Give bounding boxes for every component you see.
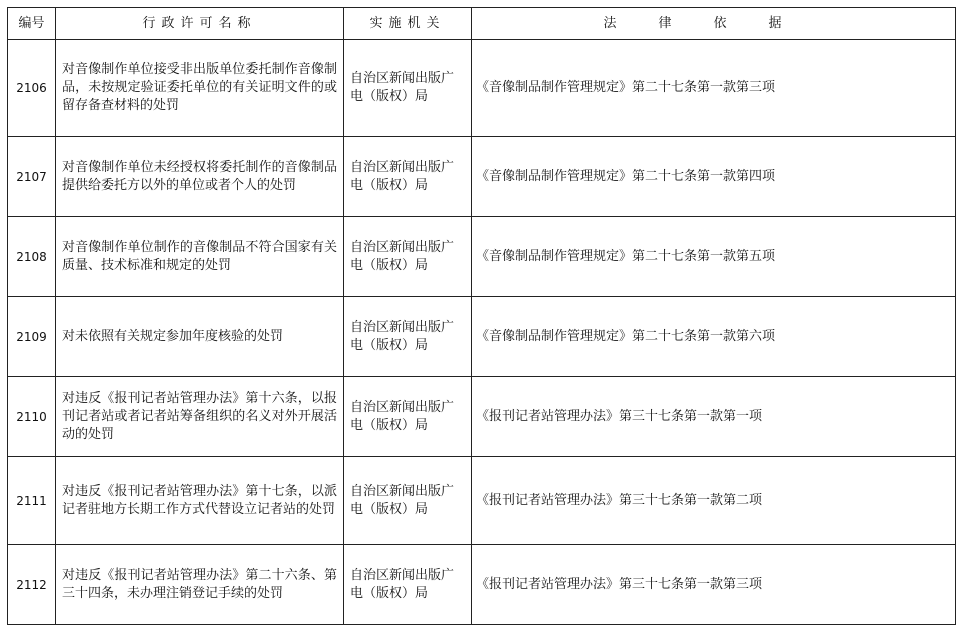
row-organization: 自治区新闻出版广电（版权）局 xyxy=(344,297,472,377)
table-row xyxy=(8,297,956,377)
row-organization: 自治区新闻出版广电（版权）局 xyxy=(344,217,472,297)
row-legal-basis: 《音像制品制作管理规定》第二十七条第一款第六项 xyxy=(472,297,956,377)
row-legal-basis: 《报刊记者站管理办法》第三十七条第一款第二项 xyxy=(472,457,956,545)
table-row xyxy=(8,377,956,457)
penalty-table xyxy=(7,7,956,625)
header-name: 行政许可名称 xyxy=(56,8,344,40)
row-item-name: 对音像制作单位未经授权将委托制作的音像制品提供给委托方以外的单位或者个人的处罚 xyxy=(56,137,344,217)
header-org: 实施机关 xyxy=(344,8,472,40)
row-number: 2110 xyxy=(8,377,56,457)
row-organization: 自治区新闻出版广电（版权）局 xyxy=(344,137,472,217)
row-legal-basis: 《报刊记者站管理办法》第三十七条第一款第一项 xyxy=(472,377,956,457)
table-row xyxy=(8,457,956,545)
row-legal-basis: 《音像制品制作管理规定》第二十七条第一款第五项 xyxy=(472,217,956,297)
row-item-name: 对违反《报刊记者站管理办法》第二十六条、第三十四条，未办理注销登记手续的处罚 xyxy=(56,545,344,625)
row-organization: 自治区新闻出版广电（版权）局 xyxy=(344,377,472,457)
header-law: 法律依据 xyxy=(472,8,956,40)
row-organization: 自治区新闻出版广电（版权）局 xyxy=(344,545,472,625)
table-row xyxy=(8,545,956,625)
row-item-name: 对音像制作单位制作的音像制品不符合国家有关质量、技术标准和规定的处罚 xyxy=(56,217,344,297)
row-number: 2106 xyxy=(8,40,56,137)
table-header-row xyxy=(8,8,956,40)
row-item-name: 对未依照有关规定参加年度核验的处罚 xyxy=(56,297,344,377)
table-row xyxy=(8,137,956,217)
row-legal-basis: 《报刊记者站管理办法》第三十七条第一款第三项 xyxy=(472,545,956,625)
row-legal-basis: 《音像制品制作管理规定》第二十七条第一款第三项 xyxy=(472,40,956,137)
row-item-name: 对音像制作单位接受非出版单位委托制作音像制品，未按规定验证委托单位的有关证明文件的或留存备查材料的处罚 xyxy=(56,40,344,137)
row-item-name: 对违反《报刊记者站管理办法》第十七条，以派记者驻地方长期工作方式代替设立记者站的处罚 xyxy=(56,457,344,545)
header-no: 编号 xyxy=(8,8,56,40)
row-number: 2112 xyxy=(8,545,56,625)
row-number: 2111 xyxy=(8,457,56,545)
table-row xyxy=(8,40,956,137)
row-number: 2109 xyxy=(8,297,56,377)
row-organization: 自治区新闻出版广电（版权）局 xyxy=(344,457,472,545)
row-organization: 自治区新闻出版广电（版权）局 xyxy=(344,40,472,137)
row-legal-basis: 《音像制品制作管理规定》第二十七条第一款第四项 xyxy=(472,137,956,217)
table-row xyxy=(8,217,956,297)
row-item-name: 对违反《报刊记者站管理办法》第十六条，以报刊记者站或者记者站筹备组织的名义对外开展活动的处罚 xyxy=(56,377,344,457)
row-number: 2107 xyxy=(8,137,56,217)
row-number: 2108 xyxy=(8,217,56,297)
